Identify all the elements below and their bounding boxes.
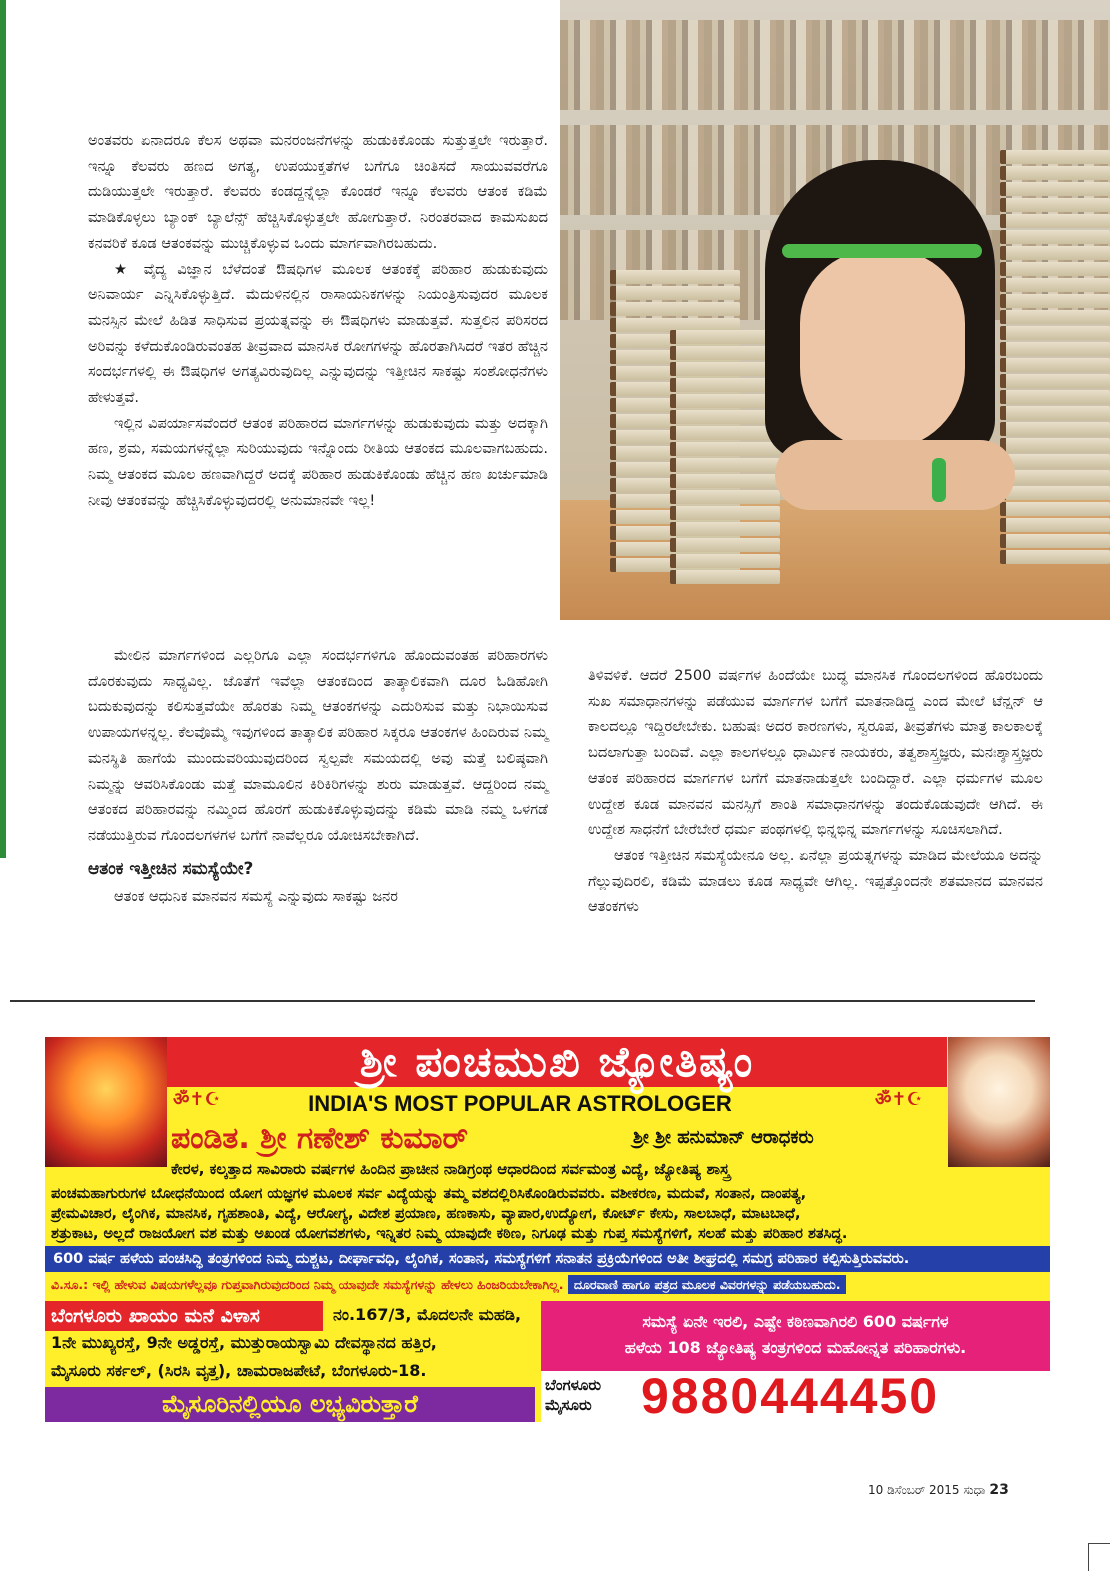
devotee-label: ಶ್ರೀ ಶ್ರೀ ಹನುಮಾನ್ ಆರಾಧಕರು xyxy=(633,1127,814,1148)
article-column-left-top xyxy=(88,128,548,514)
bookshelf xyxy=(560,20,1110,110)
hanuman-image xyxy=(45,1037,167,1167)
green-headband xyxy=(782,244,982,258)
religious-symbols-icon: ॐ✝☪ xyxy=(875,1089,923,1110)
article-paragraph: ಅಂತವರು ಏನಾದರೂ ಕೆಲಸ ಅಥವಾ ಮನರಂಜನೆಗಳನ್ನು ಹುಡುಕಿಕೊಂಡು ಸುತ್ತುತ್ತಲೇ ಇರುತ್ತಾರೆ. ಇನ್ನೂ ಕೆಲವರು ಹಣದ ಅಗತ್ಯ, ಉಪಯುಕ್ತತೆಗಳ ಬಗೆಗೂ ಚಿಂತಿಸದೆ ಸಾಯುವವರೆಗೂ ದುಡಿಯುತ್ತಲೇ ಇರುತ್ತಾರೆ. ಕೆಲವರು ಕಂಡದ್ದನ್ನೆಲ್ಲಾ ಕೊಂಡರೆ ಇನ್ನೂ ಕೆಲವರು ಆತಂಕ ಕಡಿಮೆ ಮಾಡಿಕೊಳ್ಳಲು ಬ್ಯಾಂಕ್ ಬ್ಯಾಲೆನ್ಸ್ ಹೆಚ್ಚಿಸಿಕೊಳ್ಳುತ್ತಲೇ ಹೋಗುತ್ತಾರೆ. ನಿರಂತರವಾದ ಕಾಮಸುಖದ ಕನವರಿಕೆ ಕೂಡ ಆತಂಕವನ್ನು ಮುಚ್ಚಿಕೊಳ್ಳುವ ಒಂದು ಮಾರ್ಗವಾಗಿರಬಹುದು. xyxy=(88,132,548,252)
ad-highlight-band: 600 ವರ್ಷ ಹಳೆಯ ಪಂಚಸಿದ್ಧಿ ತಂತ್ರಗಳಿಂದ ನಿಮ್ಮ ದುಶ್ಚಟ, ದೀರ್ಘಾವಧಿ, ಲೈಂಗಿಕ, ಸಂತಾನ, ಸಮಸ್ಯೆಗಳಿಗೆ ಸನಾತನ ಪ್ರಕ್ರಿಯೆಗಳಿಂದ ಅತೀ ಶೀಘ್ರದಲ್ಲಿ ಸಮಗ್ರ ಪರಿಹಾರ ಕಲ್ಪಿಸುತ್ತಿರುವವರು. xyxy=(45,1246,1050,1272)
girl-face xyxy=(800,250,965,450)
page-number: 23 xyxy=(989,1482,1009,1498)
page-folio xyxy=(868,1482,1009,1498)
ad-description-line: ಪ್ರೇಮವಿಚಾರ, ಲೈಂಗಿಕ, ಮಾನಸಿಕ, ಗೃಹಶಾಂತಿ, ವಿದ್ಯೆ, ಆರೋಗ್ಯ, ವಿದೇಶ ಪ್ರಯಾಣ, ಹಣಕಾಸು, ವ್ಯಾಪಾರ,ಉದ್ಯೋಗ, ಕೋರ್ಟ್ ಕೇಸು, ಸಾಲಬಾಧೆ, ಮಾಟಬಾಧೆ, xyxy=(51,1206,801,1222)
city-name: ಬೆಂಗಳೂರು xyxy=(545,1376,602,1394)
ad-title: ಶ್ರೀ ಪಂಚಮುಖಿ ಜ್ಯೋತಿಷ್ಯಂ xyxy=(167,1037,947,1087)
address-line: 1ನೇ ಮುಖ್ಯರಸ್ತೆ, 9ನೇ ಅಡ್ಡರಸ್ತೆ, ಮುತ್ತುರಾಯಸ್ವಾಮಿ ದೇವಸ್ಥಾನದ ಹತ್ತಿರ, xyxy=(51,1333,437,1352)
article-paragraph: ಇಲ್ಲಿನ ವಿಪರ್ಯಾಸವೆಂದರೆ ಆತಂಕ ಪರಿಹಾರದ ಮಾರ್ಗಗಳನ್ನು ಹುಡುಕುವುದು ಮತ್ತು ಅದಕ್ಕಾಗಿ ಹಣ, ಶ್ರಮ, ಸಮಯಗಳನ್ನೆಲ್ಲಾ ಸುರಿಯುವುದು ಇನ್ನೊಂದು ರೀತಿಯ ಆತಂಕದ ಮೂಲವಾಗಬಹುದು. ನಿಮ್ಮ ಆತಂಕದ ಮೂಲ ಹಣವಾಗಿದ್ದರೆ ಅದಕ್ಕೆ ಪರಿಹಾರ ಹುಡುಕಿಕೊಂಡು ಹೆಚ್ಚಿನ ಹಣ ಖರ್ಚುಮಾಡಿ ನೀವು ಆತಂಕವನ್ನು ಹೆಚ್ಚಿಸಿಕೊಳ್ಳುವುದರಲ್ಲಿ ಅನುಮಾನವೇ ಇಲ್ಲ! xyxy=(88,414,548,509)
ad-description-line: ಶತ್ರುಕಾಟ, ಅಲ್ಲದೆ ರಾಜಯೋಗ ವಶ ಮತ್ತು ಅಖಂಡ ಯೋಗವಶಗಳು, ಇನ್ನಿತರ ನಿಮ್ಮ ಯಾವುದೇ ಕಠಿಣ, ನಿಗೂಢ ಮತ್ತು ಗುಪ್ತ ಸಮಸ್ಯೆಗಳಿಗೆ, ಸಲಹೆ ಮತ್ತು ಪರಿಹಾರ ಶತಸಿದ್ಧ. xyxy=(51,1226,848,1242)
crop-mark xyxy=(1088,1543,1110,1571)
ad-description-line: ಕೇರಳ, ಕಲ್ಕತ್ತಾದ ಸಾವಿರಾರು ವರ್ಷಗಳ ಹಿಂದಿನ ಪ್ರಾಚೀನ ನಾಡಿಗ್ರಂಥ ಆಧಾರದಿಂದ ಸರ್ವಮಂತ್ರ ವಿದ್ಯೆ, ಜ್ಯೋತಿಷ್ಯ ಶಾಸ್ತ್ರ xyxy=(171,1160,730,1178)
green-bracelet xyxy=(932,458,946,502)
section-heading: ಆತಂಕ ಇತ್ತೀಚಿನ ಸಮಸ್ಯೆಯೇ? xyxy=(88,858,254,879)
sai-baba-image xyxy=(948,1037,1050,1167)
ad-subtitle: INDIA'S MOST POPULAR ASTROLOGER xyxy=(308,1091,732,1116)
astrologer-advertisement xyxy=(45,1037,1050,1422)
book-stack xyxy=(670,330,780,586)
book-stack xyxy=(1000,150,1110,566)
folio-text: 10 ಡಿಸೆಂಬರ್ 2015 ಸುಧಾ xyxy=(868,1483,986,1497)
folded-arms xyxy=(775,440,1015,510)
religious-symbols-icon: ॐ✝☪ xyxy=(173,1089,221,1110)
astrologer-name: ಪಂಡಿತ. ಶ್ರೀ ಗಣೇಶ್ ಕುಮಾರ್ xyxy=(171,1121,469,1156)
availability-banner: ಮೈಸೂರಿನಲ್ಲಿಯೂ ಲಭ್ಯವಿರುತ್ತಾರೆ xyxy=(45,1387,535,1422)
ad-description-line: ಪಂಚಮಹಾಗುರುಗಳ ಬೋಧನೆಯಿಂದ ಯೋಗ ಯಜ್ಞಗಳ ಮೂಲಕ ಸರ್ವ ವಿದ್ಯೆಯನ್ನು ತಮ್ಮ ವಶದಲ್ಲಿರಿಸಿಕೊಂಡಿರುವವರು. ವಶೀಕರಣ, ಮದುವೆ, ಸಂತಾನ, ದಾಂಪತ್ಯ, xyxy=(51,1186,807,1202)
margin-color-bar xyxy=(0,0,6,858)
divider-line xyxy=(10,1000,1035,1002)
article-paragraph: ಆತಂಕ ಆಧುನಿಕ ಮಾನವನ ಸಮಸ್ಯೆ ಎನ್ನುವುದು ಸಾಕಷ್ಟು ಜನರ xyxy=(114,888,398,906)
address-line: ನಂ.167/3, ಮೊದಲನೇ ಮಹಡಿ, xyxy=(333,1305,522,1324)
ad-contact-note: ದೂರವಾಣಿ ಹಾಗೂ ಪತ್ರದ ಮೂಲಕ ವಿವರಗಳನ್ನು ಪಡೆಯಬಹುದು. xyxy=(568,1275,847,1294)
article-paragraph: ತಿಳಿವಳಿಕೆ. ಆದರೆ 2500 ವರ್ಷಗಳ ಹಿಂದೆಯೇ ಬುದ್ಧ ಮಾನಸಿಕ ಗೊಂದಲಗಳಿಂದ ಹೊರಬಂದು ಸುಖ ಸಮಾಧಾನಗಳನ್ನು ಪಡೆಯುವ ಮಾರ್ಗಗಳ ಬಗೆಗೆ ಮಾತನಾಡಿದ್ದ ಎಂದ ಮೇಲೆ ಟೆನ್ಷನ್ ಆ ಕಾಲದಲ್ಲೂ ಇದ್ದಿರಲೇಬೇಕು. ಬಹುಷಃ ಅದರ ಕಾರಣಗಳು, ಸ್ವರೂಪ, ತೀವ್ರತೆಗಳು ಮಾತ್ರ ಕಾಲಕಾಲಕ್ಕೆ ಬದಲಾಗುತ್ತಾ ಬಂದಿವೆ. ಎಲ್ಲಾ ಕಾಲಗಳಲ್ಲೂ ಧಾರ್ಮಿಕ ನಾಯಕರು, ತತ್ವಶಾಸ್ತ್ರಜ್ಞರು, ಮನಃಶ್ಶಾಸ್ತ್ರಜ್ಞರು ಆತಂಕ ಪರಿಹಾರದ ಮಾರ್ಗಗಳ ಬಗೆಗೆ ಮಾತನಾಡುತ್ತಲೇ ಬಂದಿದ್ದಾರೆ. ಎಲ್ಲಾ ಧರ್ಮಗಳ ಮೂಲ ಉದ್ದೇಶ ಕೂಡ ಮಾನವನ ಮನಸ್ಸಿಗೆ ಶಾಂತಿ ಸಮಾಧಾನಗಳನ್ನು ತಂದುಕೊಡುವುದೇ ಆಗಿದೆ. ಈ ಉದ್ದೇಶ ಸಾಧನೆಗೆ ಬೇರೆಬೇರೆ ಧರ್ಮ ಪಂಥಗಳಲ್ಲಿ ಭಿನ್ನಭಿನ್ನ ಮಾರ್ಗಗಳನ್ನು ಸೂಚಿಸಲಾಗಿದೆ. xyxy=(588,667,1043,839)
city-name: ಮೈಸೂರು xyxy=(545,1396,592,1414)
promise-box xyxy=(541,1301,1050,1371)
address-line: ಮೈಸೂರು ಸರ್ಕಲ್, (ಸಿರಸಿ ವೃತ್ತ), ಚಾಮರಾಜಪೇಟೆ, ಬೆಂಗಳೂರು-18. xyxy=(51,1361,427,1380)
article-paragraph: ಮೇಲಿನ ಮಾರ್ಗಗಳಿಂದ ಎಲ್ಲರಿಗೂ ಎಲ್ಲಾ ಸಂದರ್ಭಗಳಿಗೂ ಹೊಂದುವಂತಹ ಪರಿಹಾರಗಳು ದೊರಕುವುದು ಸಾಧ್ಯವಿಲ್ಲ. ಜೊತೆಗೆ ಇವೆಲ್ಲಾ ಆತಂಕದಿಂದ ತಾತ್ಕಾಲಿಕವಾಗಿ ದೂರ ಓಡಿಹೋಗಿ ಬದುಕುವುದನ್ನು ಕಲಿಸುತ್ತವೆಯೇ ಹೊರತು ನಿಮ್ಮ ಆತಂಕಗಳನ್ನು ಎದುರಿಸುವ ಮತ್ತು ನಿಭಾಯಿಸುವ ಉಪಾಯಗಳನ್ನಲ್ಲ. ಕೆಲವೊಮ್ಮೆ ಇವುಗಳಿಂದ ತಾತ್ಕಾಲಿಕ ಪರಿಹಾರ ಸಿಕ್ಕರೂ ಆತಂಕಗಳ ಹಿಂದಿರುವ ನಿಮ್ಮ ಮನಸ್ಥಿತಿ ಹಾಗೆಯೆ ಮುಂದುವರಿಯುವುದರಿಂದ ಸ್ವಲ್ಪವೇ ಸಮಯದಲ್ಲಿ ಅವು ಮತ್ತೆ ಬಲಿಷ್ಠವಾಗಿ ನಿಮ್ಮನ್ನು ಆವರಿಸಿಕೊಂಡು ಮತ್ತೆ ಮಾಮೂಲಿನ ಕಿರಿಕಿರಿಗಳನ್ನು ಶುರು ಮಾಡುತ್ತವೆ. ಆದ್ದರಿಂದ ನಮ್ಮ ಆತಂಕದ ಪರಿಹಾರವನ್ನು ನಮ್ಮಿಂದ ಹೊರಗೆ ಹುಡುಕಿಕೊಳ್ಳುವುದನ್ನು ಕಡಿಮೆ ಮಾಡಿ ನಮ್ಮ ಒಳಗಡೆ ನಡೆಯುತ್ತಿರುವ ಗೊಂದಲಗಳಗಳ ಬಗೆಗೆ ನಾವೆಲ್ಲರೂ ಯೋಚಿಸಬೇಕಾಗಿದೆ. xyxy=(88,647,548,844)
promise-line: ಹಳೆಯ 108 ಜ್ಯೋತಿಷ್ಯ ತಂತ್ರಗಳಿಂದ ಮಹೋನ್ನತ ಪರಿಹಾರಗಳು. xyxy=(624,1338,967,1357)
ad-note-row xyxy=(45,1273,1050,1297)
contact-panel xyxy=(541,1301,1050,1422)
city-list xyxy=(545,1375,601,1415)
ad-note: ವಿ.ಸೂ.: ಇಲ್ಲಿ ಹೇಳುವ ವಿಷಯಗಳೆಲ್ಲವೂ ಗುಪ್ತವಾಗಿರುವುದರಿಂದ ನಿಮ್ಮ ಯಾವುದೇ ಸಮಸ್ಯೆಗಳನ್ನು ಹೇಳಲು ಹಿಂಜರಿಯಬೇಕಾಗಿಲ್ಲ. xyxy=(51,1277,564,1292)
phone-number: 9880444450 xyxy=(641,1368,940,1424)
article-paragraph: ಆತಂಕ ಇತ್ತೀಚಿನ ಸಮಸ್ಯೆಯೇನೂ ಅಲ್ಲ. ಏನೆಲ್ಲಾ ಪ್ರಯತ್ನಗಳನ್ನು ಮಾಡಿದ ಮೇಲೆಯೂ ಅದನ್ನು ಗೆಲ್ಲುವುದಿರಲಿ, ಕಡಿಮೆ ಮಾಡಲು ಕೂಡ ಸಾಧ್ಯವೇ ಆಗಿಲ್ಲ. ಇಪ್ಪತ್ತೊಂದನೇ ಶತಮಾನದ ಮಾನವನ ಆತಂಕಗಳು xyxy=(588,846,1043,916)
article-paragraph: ★ ವೈದ್ಯ ವಿಜ್ಞಾನ ಬೆಳೆದಂತೆ ಔಷಧಿಗಳ ಮೂಲಕ ಆತಂಕಕ್ಕೆ ಪರಿಹಾರ ಹುಡುಕುವುದು ಅನಿವಾರ್ಯ ಎನ್ನಿಸಿಕೊಳ್ಳುತ್ತಿದೆ. ಮೆದುಳಿನಲ್ಲಿನ ರಾಸಾಯನಿಕಗಳನ್ನು ನಿಯಂತ್ರಿಸುವುದರ ಮೂಲಕ ಮನಸ್ಸಿನ ಮೇಲೆ ಹಿಡಿತ ಸಾಧಿಸುವ ಪ್ರಯತ್ನವನ್ನು ಈ ಔಷಧಿಗಳು ಮಾಡುತ್ತವೆ. ಸುತ್ತಲಿನ ಪರಿಸರದ ಅರಿವನ್ನು ಕಳೆದುಕೊಂಡಿರುವಂತಹ ತೀವ್ರವಾದ ಮಾನಸಿಕ ರೋಗಗಳನ್ನು ಹೊರತಾಗಿಸಿದರೆ ಇತರ ಹೆಚ್ಚಿನ ಸಂದರ್ಭಗಳಲ್ಲಿ ಈ ಔಷಧಿಗಳ ಅಗತ್ಯವಿರುವುದಿಲ್ಲ ಎನ್ನುವುದನ್ನು ಇತ್ತೀಚಿನ ಸಾಕಷ್ಟು ಸಂಶೋಧನೆಗಳು ಹೇಳುತ್ತವೆ. xyxy=(88,260,548,407)
article-column-right xyxy=(588,663,1043,920)
address-tag: ಬೆಂಗಳೂರು ಖಾಯಂ ಮನೆ ವಿಳಾಸ xyxy=(45,1301,323,1331)
article-column-left-bottom xyxy=(88,643,548,910)
article-photo xyxy=(560,0,1110,620)
promise-line: ಸಮಸ್ಯೆ ಏನೇ ಇರಲಿ, ಎಷ್ಟೇ ಕಠಿಣವಾಗಿರಲಿ 600 ವರ್ಷಗಳ xyxy=(642,1312,949,1331)
